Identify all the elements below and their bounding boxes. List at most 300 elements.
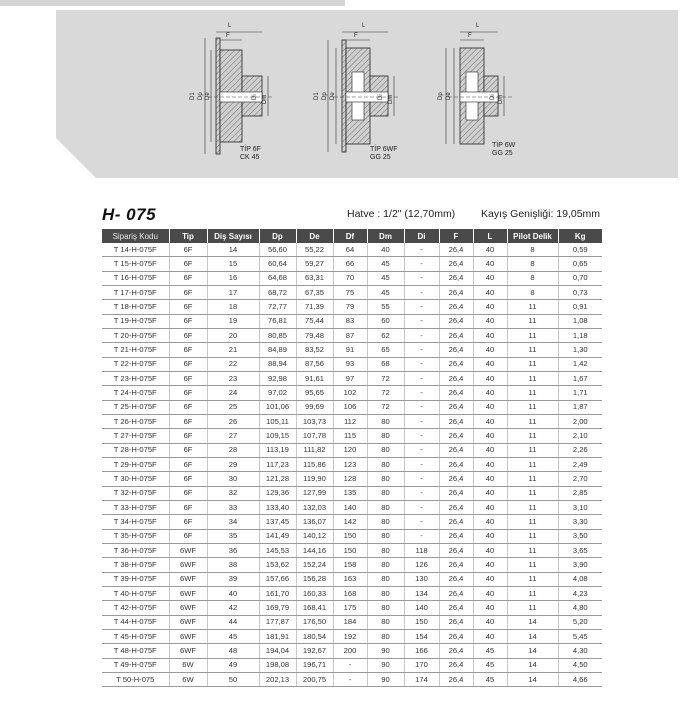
- column-header: Dp: [259, 229, 296, 243]
- table-cell: T 23-H-075F: [102, 371, 169, 385]
- table-cell: 6WF: [169, 601, 207, 615]
- material-label: GG 25: [492, 150, 513, 157]
- table-cell: 21: [207, 343, 259, 357]
- table-cell: 11: [507, 429, 558, 443]
- table-cell: 19: [207, 314, 259, 328]
- table-cell: 3,90: [558, 558, 602, 572]
- table-cell: 83,52: [296, 343, 333, 357]
- table-row: [102, 257, 602, 271]
- table-cell: 48: [207, 644, 259, 658]
- table-cell: 6WF: [169, 543, 207, 557]
- table-cell: 105,11: [259, 414, 296, 428]
- table-cell: 80: [367, 543, 404, 557]
- table-cell: 33: [207, 500, 259, 514]
- table-cell: 11: [507, 515, 558, 529]
- column-header: Df: [333, 229, 367, 243]
- table-cell: 26,4: [439, 243, 473, 257]
- table-cell: 8: [507, 271, 558, 285]
- table-cell: 2,26: [558, 443, 602, 457]
- table-cell: 80: [367, 457, 404, 471]
- table-cell: 4,50: [558, 658, 602, 672]
- table-cell: 102: [333, 386, 367, 400]
- table-cell: -: [404, 257, 439, 271]
- column-header: Di: [404, 229, 439, 243]
- table-cell: 11: [507, 601, 558, 615]
- table-cell: 4,80: [558, 601, 602, 615]
- table-cell: 80: [367, 500, 404, 514]
- table-cell: 160,33: [296, 586, 333, 600]
- table-cell: 90: [367, 672, 404, 686]
- table-cell: 0,65: [558, 257, 602, 271]
- table-cell: 97: [333, 371, 367, 385]
- table-cell: 26,4: [439, 629, 473, 643]
- table-cell: 6WF: [169, 644, 207, 658]
- table-cell: 76,81: [259, 314, 296, 328]
- table-cell: 70: [333, 271, 367, 285]
- table-cell: 6F: [169, 386, 207, 400]
- table-cell: 80: [367, 558, 404, 572]
- table-cell: 170: [404, 658, 439, 672]
- table-cell: -: [404, 328, 439, 342]
- table-cell: 40: [473, 486, 507, 500]
- table-cell: 6WF: [169, 629, 207, 643]
- table-cell: 1,18: [558, 328, 602, 342]
- svg-text:D1: D1: [190, 92, 196, 100]
- drawing-type-6w: [432, 14, 532, 164]
- table-cell: 11: [507, 486, 558, 500]
- table-cell: T 39-H-075F: [102, 572, 169, 586]
- svg-text:Di: Di: [252, 94, 258, 100]
- svg-text:F: F: [354, 33, 358, 39]
- table-cell: 92,98: [259, 371, 296, 385]
- table-cell: 132,03: [296, 500, 333, 514]
- table-cell: 6F: [169, 300, 207, 314]
- table-cell: 35: [207, 529, 259, 543]
- table-row: [102, 371, 602, 385]
- table-cell: 2,49: [558, 457, 602, 471]
- table-cell: 40: [473, 414, 507, 428]
- table-body: [102, 243, 602, 687]
- table-cell: 6F: [169, 243, 207, 257]
- table-cell: 0,73: [558, 285, 602, 299]
- table-cell: 11: [507, 472, 558, 486]
- table-cell: T 42-H-075F: [102, 601, 169, 615]
- table-cell: 84,89: [259, 343, 296, 357]
- table-cell: 36: [207, 543, 259, 557]
- table-cell: T 38-H-075F: [102, 558, 169, 572]
- table-cell: -: [404, 300, 439, 314]
- table-cell: 17: [207, 285, 259, 299]
- table-cell: 29: [207, 457, 259, 471]
- table-cell: T 19-H-075F: [102, 314, 169, 328]
- table-cell: 6WF: [169, 558, 207, 572]
- table-cell: 2,10: [558, 429, 602, 443]
- table-cell: 99,69: [296, 400, 333, 414]
- table-cell: T 48-H-075F: [102, 644, 169, 658]
- pulley-spec-table: [102, 229, 602, 687]
- table-cell: -: [404, 400, 439, 414]
- table-cell: T 28-H-075F: [102, 443, 169, 457]
- table-cell: 4,66: [558, 672, 602, 686]
- table-cell: 1,87: [558, 400, 602, 414]
- table-cell: 0,91: [558, 300, 602, 314]
- svg-text:F: F: [226, 33, 230, 39]
- table-cell: 16: [207, 271, 259, 285]
- table-cell: 40: [473, 558, 507, 572]
- table-cell: 11: [507, 558, 558, 572]
- table-cell: 177,87: [259, 615, 296, 629]
- table-cell: 168,41: [296, 601, 333, 615]
- column-header: Diş Sayısı: [207, 229, 259, 243]
- table-header-row: [102, 229, 602, 243]
- table-cell: 2,70: [558, 472, 602, 486]
- table-cell: 6F: [169, 357, 207, 371]
- table-cell: 26,4: [439, 271, 473, 285]
- table-row: [102, 357, 602, 371]
- table-cell: 107,78: [296, 429, 333, 443]
- table-row: [102, 271, 602, 285]
- table-cell: 68: [367, 357, 404, 371]
- table-cell: 14: [507, 644, 558, 658]
- table-cell: 6F: [169, 529, 207, 543]
- table-cell: 80: [367, 586, 404, 600]
- table-cell: 3,10: [558, 500, 602, 514]
- table-cell: 11: [507, 386, 558, 400]
- table-cell: 63,31: [296, 271, 333, 285]
- table-cell: T 14-H-075F: [102, 243, 169, 257]
- table-cell: 80,85: [259, 328, 296, 342]
- table-cell: 6W: [169, 658, 207, 672]
- table-cell: 180,54: [296, 629, 333, 643]
- table-cell: 119,90: [296, 472, 333, 486]
- table-cell: T 15-H-075F: [102, 257, 169, 271]
- table-cell: 75,44: [296, 314, 333, 328]
- table-cell: 140: [333, 500, 367, 514]
- column-header: Tip: [169, 229, 207, 243]
- table-cell: 26,4: [439, 529, 473, 543]
- column-header: F: [439, 229, 473, 243]
- table-cell: 11: [507, 414, 558, 428]
- table-cell: 196,71: [296, 658, 333, 672]
- table-cell: 175: [333, 601, 367, 615]
- table-cell: 140: [404, 601, 439, 615]
- table-cell: 45: [367, 271, 404, 285]
- table-cell: 45: [367, 285, 404, 299]
- table-cell: 11: [507, 572, 558, 586]
- table-cell: 55,22: [296, 243, 333, 257]
- table-cell: 6F: [169, 371, 207, 385]
- table-cell: 80: [367, 615, 404, 629]
- table-cell: 42: [207, 601, 259, 615]
- table-cell: 113,19: [259, 443, 296, 457]
- table-cell: 80: [367, 572, 404, 586]
- table-cell: 26,4: [439, 285, 473, 299]
- table-cell: 40: [473, 386, 507, 400]
- table-cell: 115,86: [296, 457, 333, 471]
- table-cell: 150: [404, 615, 439, 629]
- table-cell: -: [404, 500, 439, 514]
- drawing-type-6f: [180, 14, 280, 164]
- svg-text:L: L: [228, 23, 232, 29]
- table-cell: 11: [507, 500, 558, 514]
- table-cell: 174: [404, 672, 439, 686]
- table-cell: 145,53: [259, 543, 296, 557]
- table-cell: 26,4: [439, 658, 473, 672]
- table-row: [102, 629, 602, 643]
- table-cell: 8: [507, 285, 558, 299]
- table-cell: -: [404, 271, 439, 285]
- table-row: [102, 601, 602, 615]
- table-cell: 6F: [169, 443, 207, 457]
- table-cell: 49: [207, 658, 259, 672]
- table-cell: T 27-H-075F: [102, 429, 169, 443]
- table-cell: 40: [473, 300, 507, 314]
- table-cell: 71,39: [296, 300, 333, 314]
- table-row: [102, 615, 602, 629]
- table-cell: 184: [333, 615, 367, 629]
- table-cell: 26,4: [439, 572, 473, 586]
- table-cell: 11: [507, 357, 558, 371]
- table-cell: -: [404, 457, 439, 471]
- table-cell: 142: [333, 515, 367, 529]
- table-cell: 11: [507, 371, 558, 385]
- table-cell: 169,79: [259, 601, 296, 615]
- table-cell: 152,24: [296, 558, 333, 572]
- table-cell: 26,4: [439, 300, 473, 314]
- table-cell: 66: [333, 257, 367, 271]
- table-cell: 6F: [169, 285, 207, 299]
- table-cell: 101,06: [259, 400, 296, 414]
- table-cell: T 33-H-075F: [102, 500, 169, 514]
- svg-text:L: L: [476, 23, 480, 29]
- table-cell: T 22-H-075F: [102, 357, 169, 371]
- table-cell: 26: [207, 414, 259, 428]
- table-cell: -: [404, 429, 439, 443]
- table-cell: T 45-H-075F: [102, 629, 169, 643]
- table-cell: 64: [333, 243, 367, 257]
- table-cell: 134: [404, 586, 439, 600]
- svg-text:De: De: [446, 92, 452, 100]
- table-cell: 168: [333, 586, 367, 600]
- table-cell: 6F: [169, 271, 207, 285]
- table-cell: 40: [367, 243, 404, 257]
- svg-text:L: L: [362, 23, 366, 29]
- table-cell: 6WF: [169, 572, 207, 586]
- table-cell: 112: [333, 414, 367, 428]
- svg-text:D1: D1: [314, 92, 320, 100]
- table-cell: 26,4: [439, 371, 473, 385]
- table-cell: 26,4: [439, 486, 473, 500]
- table-cell: 136,07: [296, 515, 333, 529]
- table-cell: 3,30: [558, 515, 602, 529]
- table-cell: 95,65: [296, 386, 333, 400]
- table-cell: 11: [507, 443, 558, 457]
- svg-text:Dm: Dm: [388, 94, 394, 104]
- table-row: [102, 300, 602, 314]
- table-cell: -: [404, 243, 439, 257]
- svg-text:Di: Di: [378, 94, 384, 100]
- table-cell: 117,23: [259, 457, 296, 471]
- table-cell: 6F: [169, 343, 207, 357]
- table-cell: 26,4: [439, 414, 473, 428]
- table-cell: 26,4: [439, 314, 473, 328]
- table-cell: 88,94: [259, 357, 296, 371]
- table-cell: 67,35: [296, 285, 333, 299]
- table-cell: 26,4: [439, 672, 473, 686]
- table-cell: 80: [367, 414, 404, 428]
- table-cell: 198,08: [259, 658, 296, 672]
- table-cell: 6F: [169, 472, 207, 486]
- table-cell: 80: [367, 429, 404, 443]
- table-row: [102, 386, 602, 400]
- table-cell: 121,28: [259, 472, 296, 486]
- table-cell: 26,4: [439, 615, 473, 629]
- column-header: Pilot Delik: [507, 229, 558, 243]
- table-cell: 5,20: [558, 615, 602, 629]
- top-divider-strip: [0, 0, 345, 6]
- table-cell: 40: [473, 543, 507, 557]
- table-cell: 106: [333, 400, 367, 414]
- table-cell: -: [404, 314, 439, 328]
- table-row: [102, 586, 602, 600]
- table-cell: 11: [507, 314, 558, 328]
- table-cell: 24: [207, 386, 259, 400]
- table-cell: 40: [473, 457, 507, 471]
- table-cell: 150: [333, 543, 367, 557]
- table-cell: 150: [333, 529, 367, 543]
- table-cell: 120: [333, 443, 367, 457]
- table-cell: 0,59: [558, 243, 602, 257]
- table-row: [102, 414, 602, 428]
- table-cell: 26,4: [439, 357, 473, 371]
- table-cell: 14: [507, 658, 558, 672]
- type-label: TİP 6F: [240, 146, 261, 153]
- table-cell: 26,4: [439, 644, 473, 658]
- table-cell: 34: [207, 515, 259, 529]
- table-cell: -: [333, 672, 367, 686]
- table-cell: 72: [367, 371, 404, 385]
- table-cell: T 20-H-075F: [102, 328, 169, 342]
- column-header: Kg: [558, 229, 602, 243]
- table-cell: 6F: [169, 429, 207, 443]
- table-cell: 40: [473, 572, 507, 586]
- table-cell: 200,75: [296, 672, 333, 686]
- table-cell: 80: [367, 486, 404, 500]
- table-cell: 45: [473, 658, 507, 672]
- table-cell: 26,4: [439, 386, 473, 400]
- table-cell: 14: [507, 629, 558, 643]
- table-cell: 50: [207, 672, 259, 686]
- table-cell: 4,08: [558, 572, 602, 586]
- table-cell: 26,4: [439, 457, 473, 471]
- table-cell: 60: [367, 314, 404, 328]
- table-cell: 144,16: [296, 543, 333, 557]
- table-cell: 6F: [169, 400, 207, 414]
- table-cell: 153,62: [259, 558, 296, 572]
- column-header: L: [473, 229, 507, 243]
- table-cell: T 32-H-075F: [102, 486, 169, 500]
- table-cell: 111,82: [296, 443, 333, 457]
- table-cell: 45: [473, 672, 507, 686]
- svg-text:De: De: [205, 92, 211, 100]
- table-cell: 0,70: [558, 271, 602, 285]
- table-cell: 6WF: [169, 615, 207, 629]
- pulley-6f-drawing: [180, 14, 280, 164]
- table-cell: 40: [473, 500, 507, 514]
- table-cell: 40: [473, 429, 507, 443]
- drawing-type-6wf: [306, 14, 406, 164]
- table-cell: 133,40: [259, 500, 296, 514]
- table-cell: 79: [333, 300, 367, 314]
- table-cell: 83: [333, 314, 367, 328]
- table-cell: 141,49: [259, 529, 296, 543]
- table-cell: 40: [473, 271, 507, 285]
- table-row: [102, 343, 602, 357]
- table-cell: 200: [333, 644, 367, 658]
- table-cell: T 49-H-075F: [102, 658, 169, 672]
- table-cell: 6F: [169, 500, 207, 514]
- table-cell: 90: [367, 644, 404, 658]
- belt-width-label: Kayış Genişliği: 19,05mm: [481, 208, 601, 220]
- table-cell: 128: [333, 472, 367, 486]
- drawing-caption: [240, 146, 261, 162]
- table-row: [102, 429, 602, 443]
- table-cell: 40: [473, 328, 507, 342]
- svg-text:Dm: Dm: [262, 94, 268, 104]
- table-cell: 14: [207, 243, 259, 257]
- table-cell: 75: [333, 285, 367, 299]
- table-cell: 14: [507, 615, 558, 629]
- table-cell: 26,4: [439, 343, 473, 357]
- table-row: [102, 644, 602, 658]
- table-cell: 1,67: [558, 371, 602, 385]
- table-cell: 135: [333, 486, 367, 500]
- table-cell: -: [404, 443, 439, 457]
- table-cell: 90: [367, 658, 404, 672]
- table-cell: 55: [367, 300, 404, 314]
- table-cell: 6W: [169, 672, 207, 686]
- table-cell: 30: [207, 472, 259, 486]
- table-cell: 6F: [169, 486, 207, 500]
- table-cell: 8: [507, 243, 558, 257]
- table-cell: -: [404, 386, 439, 400]
- table-cell: 80: [367, 443, 404, 457]
- table-cell: 40: [473, 515, 507, 529]
- table-cell: 2,85: [558, 486, 602, 500]
- table-cell: 20: [207, 328, 259, 342]
- column-header: Dm: [367, 229, 404, 243]
- table-row: [102, 529, 602, 543]
- table-cell: 72,77: [259, 300, 296, 314]
- table-cell: T 26-H-075F: [102, 414, 169, 428]
- svg-text:Dm: Dm: [498, 94, 504, 104]
- table-cell: -: [404, 414, 439, 428]
- table-row: [102, 500, 602, 514]
- table-cell: 11: [507, 328, 558, 342]
- table-cell: 6F: [169, 257, 207, 271]
- table-cell: 40: [473, 243, 507, 257]
- drawing-caption: [492, 142, 515, 158]
- table-cell: 40: [473, 529, 507, 543]
- material-label: GG 25: [370, 154, 391, 161]
- table-cell: 45: [473, 644, 507, 658]
- table-cell: 44: [207, 615, 259, 629]
- table-cell: 130: [404, 572, 439, 586]
- table-cell: 26,4: [439, 515, 473, 529]
- table-cell: 26,4: [439, 558, 473, 572]
- table-cell: 163: [333, 572, 367, 586]
- table-cell: -: [404, 343, 439, 357]
